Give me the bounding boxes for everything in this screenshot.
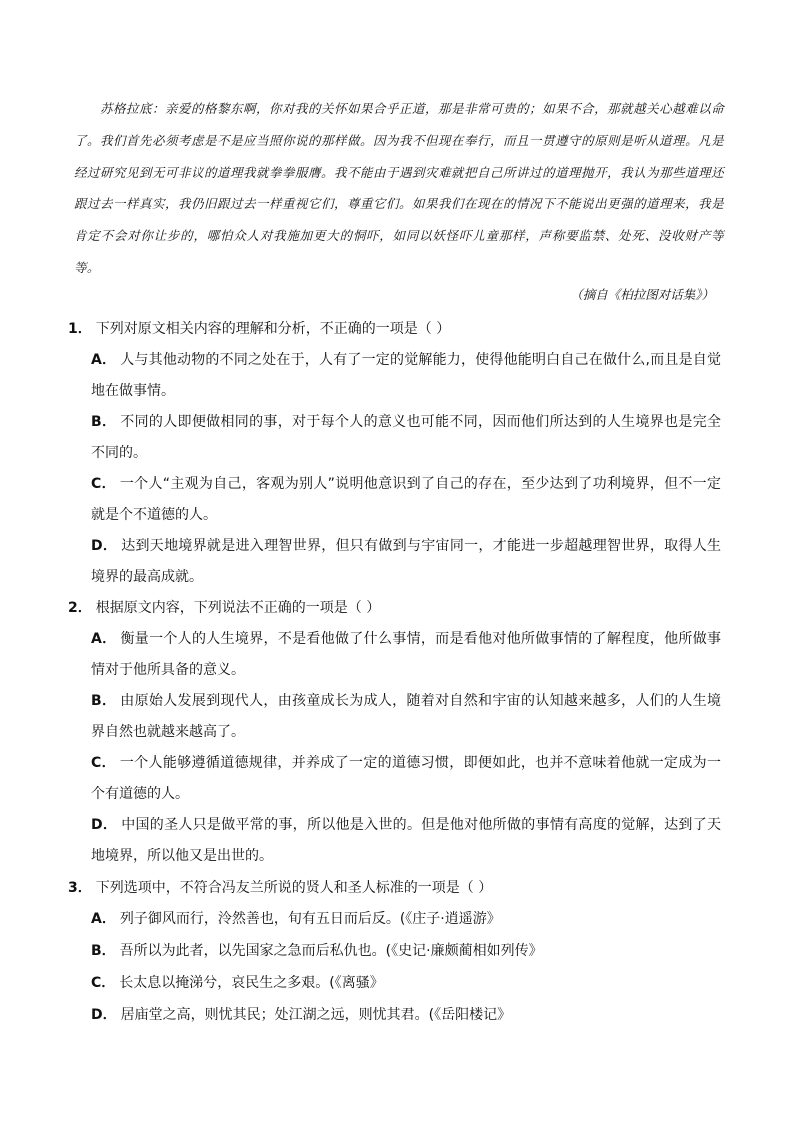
question-3-option-d	[91, 1000, 721, 1031]
option-letter: D．	[91, 538, 118, 554]
question-1-option-b	[91, 407, 721, 469]
passage-source: （摘自《柏拉图对话集》）	[570, 287, 714, 302]
option-text: 长太息以掩涕兮，哀民生之多艰。(《离骚》	[119, 975, 384, 991]
option-text: 人与其他动物的不同之处在于，人有了一定的觉解能力，使得他能明白自己在做什么,而且是自觉地在做事情。	[91, 352, 721, 399]
option-text: 衡量一个人的人生境界，不是看他做了什么事情，而是看他对他所做事情的了解程度，他所做事情对于他所具备的意义。	[91, 631, 721, 678]
question-2-option-c	[91, 748, 721, 810]
option-text: 达到天地境界就是进入理智世界，但只有做到与宇宙同一，才能进一步超越理智世界，取得人生境界的最高成就。	[91, 538, 721, 585]
option-text: 居庙堂之高，则忧其民；处江湖之远，则忧其君。(《岳阳楼记》	[120, 1007, 512, 1023]
option-letter: D．	[91, 1007, 117, 1023]
option-text: 由原始人发展到现代人，由孩童成长为成人，随着对自然和宇宙的认知越来越多，人们的人生境界自然也就越来越高了。	[91, 693, 722, 740]
option-text: 一个人能够遵循道德规律，并养成了一定的道德习惯，即便如此，也并不意味着他就一定成为一个有道德的人。	[91, 755, 721, 802]
question-text: 根据原文内容，下列说法不正确的一项是（ ）	[95, 600, 381, 616]
question-number: 3．	[68, 880, 92, 896]
question-1-stem	[68, 314, 728, 345]
question-text: 下列选项中，不符合冯友兰所说的贤人和圣人标准的一项是（ ）	[95, 880, 493, 896]
question-2-option-b	[91, 686, 721, 748]
option-letter: A．	[91, 352, 117, 368]
option-letter: B．	[91, 414, 117, 430]
question-1-option-d	[91, 531, 721, 593]
dialogue-passage: 苏格拉底：亲爱的格黎东啊，你对我的关怀如果合乎正道，那是非常可贵的；如果不合，那就越关心越难以命了。我们首先必须考虑是不是应当照你说的那样做。因为我不但现在奉行，而且一贯遵守的原则是听从道理。凡是经过研究见到无可非议的道理我就拳拳服膺。我不能由于遇到灾难就把自己所讲过的道理抛开，我认为那些道理还跟过去一样真实，我仍旧跟过去一样重视它们，尊重它们。如果我们在现在的情况下不能说出更强的道理来，我是肯定不会对你让步的，哪怕众人对我施加更大的恫吓，如同以妖怪吓儿童那样，声称要监禁、处死、没收财产等等。	[74, 101, 724, 275]
option-text: 列子御风而行，泠然善也，旬有五日而后反。(《庄子·逍遥游》	[119, 911, 501, 927]
option-letter: C．	[91, 476, 116, 492]
option-text: 中国的圣人只是做平常的事，所以他是入世的。但是他对他所做的事情有高度的觉解，达到了天地境界，所以他又是出世的。	[91, 817, 721, 864]
option-text: 一个人“主观为自己，客观为别人”说明他意识到了自己的存在，至少达到了功利境界，但不一定就是个不道德的人。	[91, 476, 721, 523]
option-letter: C．	[91, 975, 116, 991]
question-1-option-a	[91, 345, 721, 407]
option-letter: B．	[91, 943, 116, 959]
option-letter: B．	[91, 693, 117, 709]
question-text: 下列对原文相关内容的理解和分析，不正确的一项是（ ）	[95, 321, 451, 337]
question-3-stem	[68, 873, 728, 904]
question-3-option-a	[91, 904, 721, 935]
question-2-option-d	[91, 810, 721, 872]
question-number: 2．	[68, 600, 92, 616]
question-3-option-b	[91, 936, 721, 967]
option-letter: A．	[91, 911, 116, 927]
question-number: 1．	[68, 321, 92, 337]
option-text: 不同的人即便做相同的事，对于每个人的意义也可能不同，因而他们所达到的人生境界也是完全不同的。	[91, 414, 722, 461]
question-2-stem	[68, 593, 728, 624]
question-3-option-c	[91, 968, 721, 999]
question-2-option-a	[91, 624, 721, 686]
option-letter: A．	[91, 631, 117, 647]
option-letter: D．	[91, 817, 118, 833]
option-letter: C．	[91, 755, 116, 771]
option-text: 吾所以为此者，以先国家之急而后私仇也。(《史记·廉颇蔺相如列传》	[119, 943, 543, 959]
question-1-option-c	[91, 469, 721, 531]
